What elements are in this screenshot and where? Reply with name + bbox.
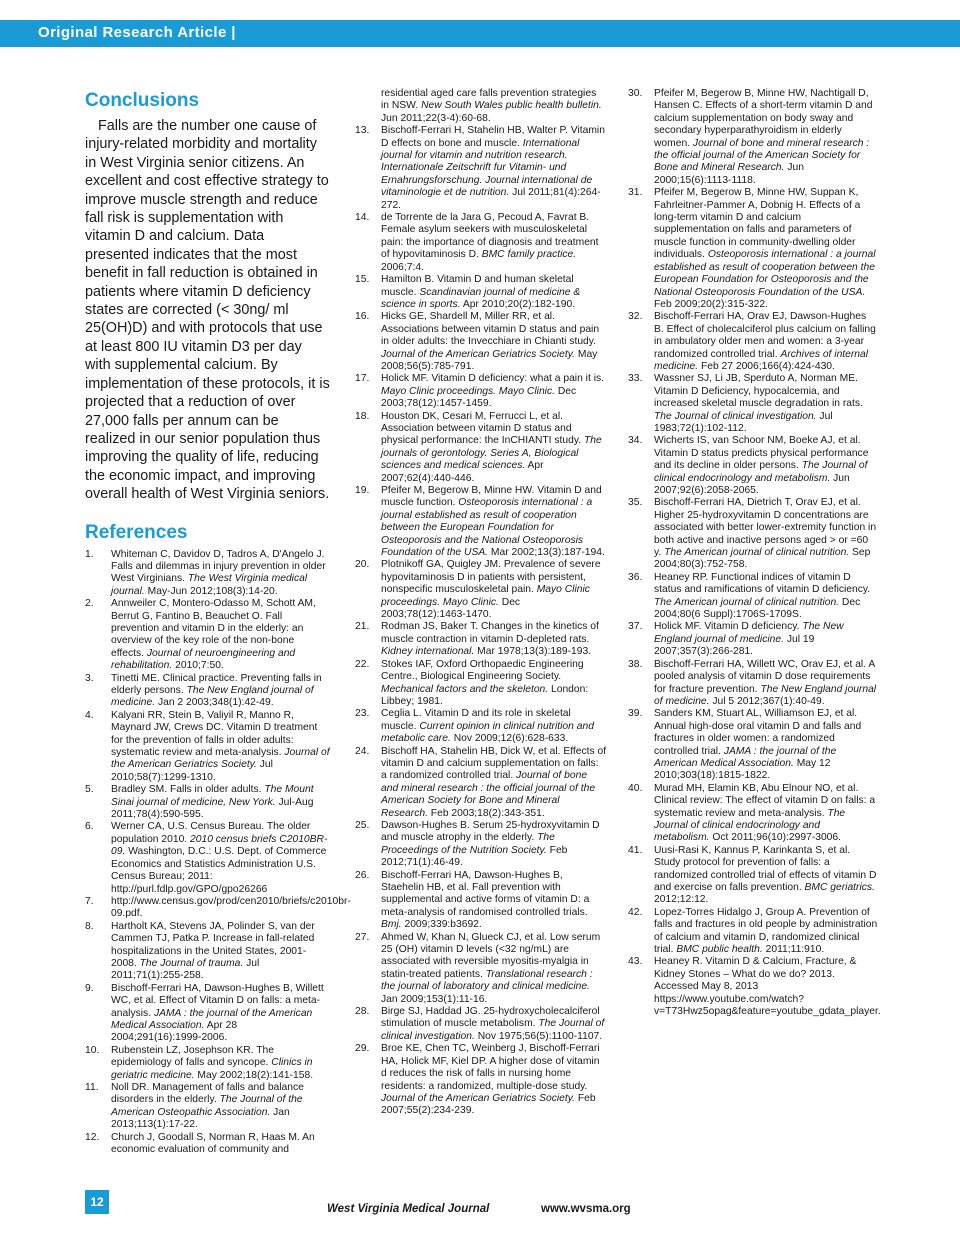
- reference-journal: Journal of bone and mineral research : the official journal of the American Society for Bone and Mineral Research.: [381, 770, 596, 819]
- reference-number: 8.: [85, 920, 94, 932]
- reference-authors-title: residential aged care falls prevention strategies in NSW.: [381, 88, 597, 112]
- reference-number: 38.: [628, 658, 643, 670]
- reference-number: 2.: [85, 598, 94, 610]
- reference-journal: Journal of the American Geriatrics Society.: [381, 348, 576, 360]
- reference-citation: Apr 2010;20(2):182-190.: [460, 298, 576, 310]
- reference-number: 42.: [628, 906, 643, 918]
- reference-journal: The New England journal of medicine.: [654, 621, 844, 645]
- reference-citation: May 2002;18(2):141-158.: [194, 1069, 314, 1081]
- reference-citation: Jul 2011;71(1):255-258.: [111, 957, 260, 982]
- reference-journal: Mayo Clinic proceedings. Mayo Clinic.: [381, 385, 555, 397]
- reference-number: 4.: [85, 709, 94, 721]
- reference-authors-title: Houston DK, Cesari M, Ferrucci L, et al. Association between vitamin D status and physical performance: the InCHIANTI study.: [381, 410, 584, 447]
- reference-citation: 2010;7:50.: [172, 660, 224, 672]
- references-heading: References: [85, 521, 188, 543]
- reference-citation: Jan 2 2003;348(1):42-49.: [155, 697, 274, 709]
- reference-number: 33.: [628, 373, 643, 385]
- reference-item: [355, 212, 607, 274]
- reference-authors-title: Uusi-Rasi K, Kannus P, Karinkanta S, et al. Study protocol for prevention of falls: a randomized controlled trial of effects of vitamin D and exercise on falls prevention.: [654, 844, 877, 893]
- reference-number: 19.: [355, 485, 370, 496]
- reference-journal: Journal of the American Geriatrics Society.: [381, 1092, 576, 1104]
- reference-journal: Kidney international.: [381, 646, 475, 658]
- reference-item: [85, 1082, 330, 1132]
- reference-number: 30.: [628, 88, 643, 99]
- reference-journal: The Journal of clinical investigation.: [654, 410, 817, 422]
- reference-citation: Mar 1978;13(3):189-193.: [474, 646, 592, 658]
- reference-item: [355, 125, 607, 212]
- reference-citation: 2011;11:910.: [762, 944, 825, 956]
- reference-number: 11.: [85, 1082, 99, 1093]
- reference-number: 17.: [355, 373, 370, 385]
- reference-citation: Jul 2011;81(4):264-272.: [381, 187, 601, 211]
- reference-item: [628, 373, 878, 435]
- reference-authors-title: Bischoff-Ferrari HA, Orav EJ, Dawson-Hughes B. Effect of cholecalciferol plus calcium on falling in ambulatory older men and women: a 3-year randomized controlled trial.: [654, 311, 876, 360]
- reference-authors-title: Whiteman C, Davidov D, Tadros A, D'Angelo J. Falls and dilemmas in injury prevention in older West Virginians.: [111, 548, 326, 585]
- reference-citation: Sep 2004;80(3):752-758.: [654, 547, 871, 571]
- reference-item: [628, 88, 878, 187]
- reference-journal: Journal of bone and mineral research : the official journal of the American Society for Bone and Mineral Research.: [654, 137, 870, 174]
- reference-journal: Mechanical factors and the skeleton.: [381, 683, 549, 695]
- reference-citation: 2012;12:12.: [654, 894, 709, 906]
- reference-authors-title: Birge SJ, Haddad JG. 25-hydroxycholecalciferol stimulation of muscle metabolism.: [381, 1006, 600, 1030]
- reference-journal: The Journal of trauma.: [139, 957, 244, 969]
- reference-authors-title: Dawson-Hughes B. Serum 25-hydroxyvitamin D and muscle atrophy in the elderly.: [381, 819, 600, 844]
- reference-item: [355, 485, 607, 559]
- reference-journal: JAMA : the journal of the American Medical Association.: [654, 745, 837, 769]
- reference-citation: 2006;7:4.: [381, 261, 424, 273]
- reference-citation: May 12 2010;303(18):1815-1822.: [654, 757, 831, 782]
- reference-number: 28.: [355, 1006, 370, 1018]
- reference-item: [355, 820, 607, 870]
- reference-number: 23.: [355, 708, 370, 720]
- article-type-banner: [0, 20, 960, 47]
- article-type-label: Original Research Article |: [38, 24, 236, 41]
- reference-citation: Jun 2000;15(6):1113-1118.: [654, 162, 804, 186]
- reference-number: 32.: [628, 311, 643, 323]
- footer-journal-name: West Virginia Medical Journal: [327, 1203, 490, 1215]
- reference-journal: The Journal of clinical investigation.: [381, 1018, 605, 1042]
- reference-citation: Jul 5 2012;367(1):40-49.: [709, 695, 825, 707]
- reference-journal: BMC family practice.: [481, 249, 577, 261]
- reference-item: [355, 311, 607, 373]
- reference-citation: Jul 19 2007;357(3):266-281.: [654, 633, 815, 658]
- reference-authors-title: Werner CA, U.S. Census Bureau. The older population 2010.: [111, 821, 311, 845]
- reference-list-left: [85, 548, 351, 1157]
- reference-journal: Archives of internal medicine.: [654, 348, 869, 372]
- reference-citation: Feb 2007;55(2):234-239.: [381, 1092, 596, 1117]
- reference-item: [355, 659, 607, 709]
- reference-journal: International journal for vitamin and nutrition research. Internationale Zeitschrift fur Vitamin- und Ernahrungsforschung. Journal international de vitaminologie et de nutrition.: [381, 137, 593, 199]
- reference-number: 37.: [628, 621, 643, 633]
- reference-number: 40.: [628, 782, 643, 794]
- reference-journal: The New England journal of medicine.: [111, 685, 314, 709]
- reference-item: [85, 895, 351, 921]
- reference-authors-title: Pfeifer M, Begerow B, Minne HW. Vitamin D and muscle function.: [381, 485, 602, 509]
- reference-authors-title: Plotnikoff GA, Quigley JM. Prevalence of severe hypovitaminosis D in patients with persistent, nonspecific musculoskeletal pain.: [381, 559, 601, 596]
- reference-authors-title: Pfeifer M, Begerow B, Minne HW, Nachtigall D, Hansen C. Effects of a short-term vitamin D and calcium supplementation on body sway and secondary hyperparathyroidism in elderly women.: [654, 88, 873, 149]
- reference-journal: The Mount Sinai journal of medicine, New York.: [111, 784, 314, 808]
- reference-number: 20.: [355, 559, 370, 571]
- reference-journal: The Proceedings of the Nutrition Society.: [381, 832, 555, 856]
- reference-journal: The Journal of clinical endocrinology and metabolism.: [654, 807, 846, 844]
- reference-item: [628, 783, 878, 845]
- reference-number: 6.: [85, 821, 94, 833]
- reference-authors-title: Wicherts IS, van Schoor NM, Boeke AJ, et al. Vitamin D status predicts physical performance and its decline in older persons.: [654, 435, 869, 472]
- reference-item: [355, 559, 607, 621]
- reference-item: [628, 435, 878, 497]
- reference-journal: Journal of the American Geriatrics Society.: [111, 747, 330, 771]
- reference-authors-title: Hamilton B. Vitamin D and human skeletal muscle.: [381, 274, 574, 298]
- reference-number: 22.: [355, 658, 370, 670]
- reference-number: 24.: [355, 745, 370, 757]
- reference-authors-title: Bradley SM. Falls in older adults.: [111, 784, 265, 796]
- reference-authors-title: de Torrente de la Jara G, Pecoud A, Favrat B. Female asylum seekers with musculoskeletal pain: the importance of diagnosis and treatment of hypovitaminosis D.: [381, 212, 599, 261]
- reference-journal: The New England journal of medicine.: [654, 683, 877, 707]
- reference-item: [628, 956, 881, 1018]
- reference-authors-title: Bischoff-Ferrari HA, Dawson-Hughes B, Staehelin HB, et al. Fall prevention with supplemental and active forms of vitamin D: a meta-analysis of randomised controlled trials.: [381, 869, 590, 918]
- reference-authors-title: Broe KE, Chen TC, Weinberg J, Bischoff-Ferrari HA, Holick MF, Kiel DP. A higher dose of vitamin d reduces the risk of falls in nursing home residents: a randomized, multiple-dose study.: [381, 1043, 600, 1092]
- reference-number: 1.: [85, 548, 94, 560]
- reference-authors-title: Annweiler C, Montero-Odasso M, Schott AM, Berrut G, Fantino B, Beauchet O. Fall prevention and vitamin D in the elderly: an overview of the key role of the non-bone effects.: [111, 598, 316, 659]
- reference-number: 34.: [628, 435, 643, 447]
- conclusions-paragraph: Falls are the number one cause of injury-related morbidity and mortality in West Virginia senior citizens. An excellent and cost effective strategy to improve muscle strength and reduce fall risk is supplementation with vitamin D and calcium. Data presented indicates that the most benefit in fall reduction is obtained in patients where vitamin D deficiency states are corrected (< 30ng/ ml 25(OH)D) and with protocols that use at least 800 IU vitamin D3 per day with supplemental calcium. By implementation of these protocols, it is projected that a reduction of over 27,000 falls per annum can be realized in our senior population thus improving the quality of life, reducing the economic impact, and improving overall health of West Virginia seniors.: [85, 118, 330, 503]
- reference-journal: The Journal of the American Osteopathic Association.: [111, 1094, 303, 1118]
- column-left: [85, 88, 351, 1156]
- reference-item: [355, 746, 607, 820]
- reference-number: 36.: [628, 571, 643, 583]
- reference-number: 18.: [355, 410, 370, 422]
- reference-item: [628, 187, 878, 311]
- reference-authors-title: Tinetti ME. Clinical practice. Preventing falls in elderly persons.: [111, 672, 322, 696]
- reference-journal: The American journal of clinical nutrition.: [664, 547, 850, 559]
- reference-journal: Osteoporosis international : a journal established as result of cooperation between the European Foundation for Osteoporosis and the National Osteoporosis Foundation of the USA.: [381, 497, 593, 559]
- reference-item: [355, 932, 607, 1006]
- reference-number: 13.: [355, 125, 370, 137]
- reference-number: 9.: [85, 982, 94, 994]
- conclusions-heading: Conclusions: [85, 90, 200, 111]
- reference-citation: Feb 2012;71(1):46-49.: [381, 844, 568, 869]
- reference-number: 31.: [628, 187, 643, 199]
- reference-journal: Scandinavian journal of medicine & science in sports.: [381, 286, 581, 310]
- reference-number: 7.: [85, 895, 94, 907]
- reference-authors-title: Bischoff-Ferrari HA, Dawson-Hughes B, Willett WC, et al. Effect of Vitamin D on falls: a meta-analysis.: [111, 982, 324, 1019]
- reference-item: [355, 621, 607, 658]
- reference-citation: Oct 2011;96(10):2997-3006.: [709, 832, 841, 844]
- reference-citation: Apr 28 2004;291(16):1999-2006.: [111, 1019, 238, 1044]
- reference-citation: Jan 2013;113(1):17-22.: [111, 1106, 290, 1131]
- reference-item: [355, 708, 607, 745]
- reference-number: 35.: [628, 497, 643, 509]
- reference-number: 16.: [355, 311, 370, 323]
- reference-citation: Nov 1975;56(5):1100-1107.: [474, 1030, 603, 1042]
- reference-authors-title: Bischoff-Ferrari H, Stahelin HB, Walter P. Vitamin D effects on bone and muscle.: [381, 125, 605, 149]
- reference-authors-title: Hartholt KA, Stevens JA, Polinder S, van der Cammen TJ, Patka P. Increase in fall-related hospitalizations in the United States, 2001-2008.: [111, 920, 315, 969]
- reference-number: 29.: [355, 1043, 370, 1055]
- reference-number: 10.: [85, 1044, 100, 1056]
- reference-number: 12.: [85, 1131, 100, 1143]
- reference-authors-title: Bischoff HA, Stahelin HB, Dick W, et al. Effects of vitamin D and calcium supplementation on falls: a randomized controlled trial.: [381, 745, 607, 782]
- reference-list-middle: [355, 125, 607, 1118]
- reference-authors-title: Kalyani RR, Stein B, Valiyil R, Manno R, Maynard JW, Crews DC. Vitamin D treatment for the prevention of falls in older adults: systematic review and meta-analysis.: [111, 709, 318, 759]
- reference-citation: Jul 1983;72(1):102-112.: [654, 410, 833, 434]
- reference-citation: Feb 27 2006;166(4):424-430.: [698, 360, 835, 372]
- reference-number: 39.: [628, 708, 643, 720]
- reference-item: [628, 708, 878, 782]
- reference-authors-title: Hicks GE, Shardell M, Miller RR, et al. Associations between vitamin D status and pain in older adults: the Invecchiare in Chianti study.: [381, 311, 600, 348]
- reference-journal: New South Wales public health bulletin.: [421, 100, 602, 112]
- reference-item: [85, 1045, 330, 1082]
- reference-item: [85, 983, 330, 1045]
- reference-item: [85, 710, 330, 784]
- reference-item: [628, 497, 878, 571]
- reference-number: 25.: [355, 819, 370, 831]
- reference-item: [85, 784, 330, 821]
- reference-item: [355, 1006, 607, 1043]
- reference-citation: Dec 2004;80(6 Suppl):1706S-1709S.: [654, 596, 861, 621]
- reference-citation: Jul 2010;58(7):1299-1310.: [111, 759, 273, 783]
- reference-authors-title: Stokes IAF, Oxford Orthopaedic Engineering Centre., Biological Engineering Society.: [381, 658, 584, 683]
- reference-journal: 2010 census briefs C2010BR-09.: [111, 833, 328, 858]
- reference-number: 41.: [628, 844, 643, 856]
- page-number: 12: [85, 1190, 109, 1214]
- reference-citation: Feb 2003;18(2):343-351.: [427, 807, 545, 819]
- reference-citation: Jun 2007;92(6):2058-2065.: [654, 472, 850, 496]
- reference-authors-title: Sanders KM, Stuart AL, Williamson EJ, et al. Annual high-dose oral vitamin D and falls and fractures in older women: a randomized controlled trial.: [654, 708, 862, 757]
- reference-journal: Journal of neuroengineering and rehabilitation.: [111, 647, 296, 672]
- reference-citation: London: Libbey; 1981.: [381, 683, 589, 707]
- reference-number: 5.: [85, 784, 94, 796]
- reference-authors-title: Church J, Goodall S, Norman R, Haas M. An economic evaluation of community and: [111, 1131, 315, 1156]
- reference-citation: Dec 2003;78(12):1457-1459.: [381, 385, 577, 410]
- reference-journal: The journals of gerontology. Series A, Biological sciences and medical sciences.: [381, 435, 602, 472]
- reference-authors-title: Pfeifer M, Begerow B, Minne HW, Suppan K, Fahrleitner-Pammer A, Dobnig H. Effects of a long-term vitamin D and calcium supplementation on falls and parameters of muscle function in community-dwelling older individuals.: [654, 187, 861, 261]
- reference-authors-title: http://www.census.gov/prod/cen2010/briefs/c2010br-09.pdf.: [111, 895, 351, 920]
- reference-citation: 2009;339:b3692.: [401, 919, 482, 931]
- reference-citation: Jul-Aug 2011;78(4):590-595.: [111, 796, 314, 821]
- reference-item: [355, 870, 607, 932]
- reference-continuation: [355, 88, 607, 125]
- reference-item: [85, 549, 330, 599]
- reference-item: [85, 821, 330, 895]
- reference-journal: Translational research : the journal of laboratory and clinical medicine.: [381, 968, 593, 993]
- reference-authors-title: Holick MF. Vitamin D deficiency: what a pain it is.: [381, 373, 604, 385]
- reference-list-right: [628, 88, 881, 1018]
- reference-citation: Nov 2009;12(6):628-633.: [450, 733, 569, 745]
- reference-number: 14.: [355, 212, 370, 224]
- reference-journal: Osteoporosis international : a journal established as result of cooperation between the European Foundation for Osteoporosis and the National Osteoporosis Foundation of the USA.: [654, 249, 876, 298]
- reference-citation: Jun 2011;22(3-4):60-68.: [381, 112, 491, 124]
- reference-authors-title: Holick MF. Vitamin D deficiency.: [654, 621, 803, 633]
- reference-journal: The American journal of clinical nutrition.: [654, 596, 840, 608]
- reference-authors-title: Wassner SJ, Li JB, Sperduto A, Norman ME. Vitamin D Deficiency, hypocalcemia, and increased skeletal muscle degradation in rats.: [654, 373, 863, 410]
- reference-journal: Mayo Clinic proceedings. Mayo Clinic.: [381, 584, 590, 608]
- reference-item: [628, 907, 878, 957]
- reference-citation: May-Jun 2012;108(3):14-20.: [144, 585, 278, 597]
- reference-authors-title: Rubenstein LZ, Josephson KR. The epidemiology of falls and syncope.: [111, 1044, 274, 1069]
- reference-number: 21.: [355, 621, 370, 633]
- reference-journal: BMC geriatrics.: [804, 882, 875, 893]
- reference-item: [85, 921, 330, 983]
- reference-authors-title: Lopez-Torres Hidalgo J, Group A. Prevention of falls and fractures in old people by administration of calcium and vitamin D, randomized clinical trial.: [654, 906, 878, 956]
- footer-website: www.wvsma.org: [541, 1203, 631, 1215]
- column-middle: [355, 88, 607, 1118]
- reference-number: 43.: [628, 956, 643, 968]
- reference-item: [628, 572, 878, 622]
- reference-journal: Current opinion in clinical nutrition and metabolic care.: [381, 720, 594, 745]
- reference-item: [85, 673, 330, 710]
- reference-authors-title: Bischoff-Ferrari HA, Willett WC, Orav EJ, et al. A pooled analysis of vitamin D dose requirements for fracture prevention.: [654, 658, 875, 695]
- reference-journal: JAMA : the journal of the American Medical Association.: [111, 1007, 313, 1031]
- reference-citation: Dec 2003;78(12):1463-1470.: [381, 596, 521, 621]
- reference-number: 3.: [85, 672, 94, 684]
- reference-item: [85, 1132, 330, 1157]
- reference-authors-title: Heaney R. Vitamin D & Calcium, Fracture, & Kidney Stones – What do we do? 2013. Accessed May 8, 2013 https://www.youtube.com/watch?v=T73Hwz5opag&feature=youtube_gdata_player.: [654, 956, 881, 1018]
- reference-authors-title: Heaney RP. Functional indices of vitamin D status and ramifications of vitamin D deficiency.: [654, 571, 871, 596]
- reference-authors-title: Murad MH, Elamin KB, Abu Elnour NO, et al. Clinical review: The effect of vitamin D on falls: a systematic review and meta-analysis.: [654, 782, 876, 819]
- reference-item: [628, 659, 878, 709]
- reference-journal: Clinics in geriatric medicine.: [111, 1057, 313, 1081]
- reference-citation: Jan 2009;153(1):11-16.: [381, 993, 488, 1005]
- reference-citation: Feb 2009;20(2):315-322.: [654, 298, 768, 310]
- reference-journal: Bmj.: [381, 919, 402, 931]
- reference-journal: The Journal of clinical endocrinology and metabolism.: [654, 460, 868, 484]
- reference-item: [628, 311, 878, 373]
- reference-authors-title: Ahmed W, Khan N, Glueck CJ, et al. Low serum 25 (OH) vitamin D levels (<32 ng/mL) are associated with reversible myositis-myalgia in statin-treated patients.: [381, 931, 601, 980]
- reference-item: [85, 598, 330, 672]
- reference-number: 27.: [355, 931, 370, 943]
- reference-item: [628, 621, 878, 658]
- reference-item: [355, 411, 607, 485]
- reference-item: [355, 274, 607, 311]
- reference-journal: BMC public health.: [676, 944, 763, 956]
- reference-citation: Washington, D.C.: U.S. Dept. of Commerce Economics and Statistics Administration U.S. Census Bureau; 2011: http://purl.fdlp.gov/GPO/gpo26266: [111, 846, 327, 895]
- reference-number: 26.: [355, 869, 370, 881]
- reference-authors-title: Noll DR. Management of falls and balance disorders in the elderly.: [111, 1082, 304, 1106]
- reference-authors-title: Ceglia L. Vitamin D and its role in skeletal muscle.: [381, 708, 571, 732]
- reference-authors-title: Rodman JS, Baker T. Changes in the kinetics of muscle contraction in vitamin D-depleted rats.: [381, 621, 599, 645]
- reference-citation: May 2008;56(5):785-791.: [381, 348, 598, 372]
- reference-item: [355, 373, 607, 410]
- reference-citation: Mar 2002;13(3):187-194.: [488, 547, 605, 559]
- reference-item: [628, 845, 878, 907]
- reference-item: [355, 1043, 607, 1117]
- reference-authors-title: Bischoff-Ferrari HA, Dietrich T, Orav EJ, et al. Higher 25-hydroxyvitamin D concentrations are associated with better lower-extremity function in both active and inactive persons aged > or =60 y.: [654, 497, 877, 559]
- column-right: [628, 88, 881, 1018]
- reference-journal: The West Virginia medical journal.: [111, 573, 308, 597]
- reference-number: 15.: [355, 274, 370, 286]
- reference-citation: Apr 2007;62(4):440-446.: [381, 460, 544, 484]
